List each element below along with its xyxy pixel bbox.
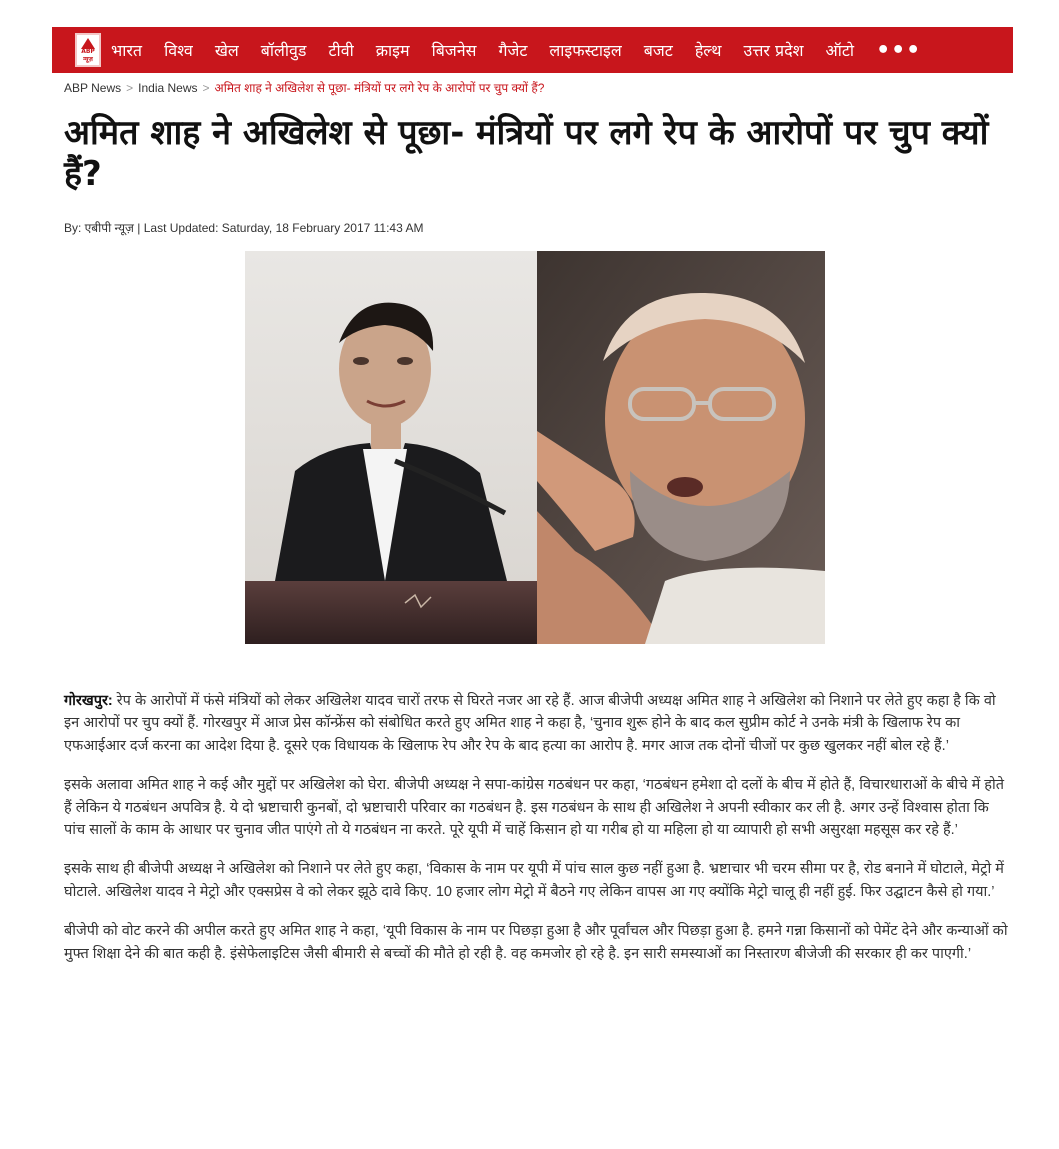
more-dots-icon[interactable]: ••• xyxy=(876,37,922,63)
article-paragraph-1 xyxy=(64,690,1009,757)
nav-item-uttar-pradesh[interactable]: उत्तर प्रदेश xyxy=(743,41,804,60)
article-paragraph-4: बीजेपी को वोट करने की अपील करते हुए अमित शाह ने कहा, ‘यूपी विकास के नाम पर पिछड़ा हुआ है और पूर्वांचल और पिछड़ा हुआ है. हमने गन्ना किसानों को पेमेंट देने और कन्याओं को मुफ्त शिक्षा देने की बात कही है. इंसेफेलाइटिस जैसी बीमारी से बच्चों की मौते हो रही है. वह कमजोर हो रहे है. इन सारी समस्याओं का निस्तारण बीजेजी की सरकार ही कर पाएगी.’ xyxy=(64,923,1008,962)
article-paragraph-2: इसके अलावा अमित शाह ने कई और मुद्दों पर अखिलेश को घेरा. बीजेपी अध्यक्ष ने सपा-कांग्रेस गठबंधन पर कहा, ‘गठबंधन हमेशा दो दलों के बीच में होते हैं, विचारधाराओं के बीचे में होते हैं लेकिन ये गठबंधन अपवित्र है. ये दो भ्रष्टाचारी कुनबों, दो भ्रष्टाचारी परिवार का गठबंधन है. इस गठबंधन के साथ ही अखिलेश ने अपनी स्वीकार कर ली है. अगर उन्हें विश्वास होता कि पांच सालों के काम के आधार पर चुनाव जीत पाएंगे तो ये गठबंधन ना करते. पूरे यूपी में चाहें किसान हो या गरीब हो या महिला हो या व्यापारी हो सभी असुरक्षा महसूस कर रहे हैं.’ xyxy=(64,777,1004,839)
nav-item-bollywood[interactable]: बॉलीवुड xyxy=(260,41,307,60)
breadcrumb-current: अमित शाह ने अखिलेश से पूछा- मंत्रियों पर लगे रेप के आरोपों पर चुप क्यों हैं? xyxy=(214,81,545,95)
article-hero-image xyxy=(245,251,825,644)
article-byline: By: एबीपी न्यूज़ | Last Updated: Saturday, 18 February 2017 11:43 AM xyxy=(64,221,424,235)
breadcrumb-separator: > xyxy=(126,81,134,95)
nav-item-bharat[interactable]: भारत xyxy=(111,41,143,60)
abp-logo-icon[interactable] xyxy=(75,33,101,67)
article-title: अमित शाह ने अखिलेश से पूछा- मंत्रियों पर लगे रेप के आरोपों पर चुप क्यों हैं? xyxy=(64,113,989,194)
nav-item-khel[interactable]: खेल xyxy=(214,41,239,60)
hero-image-illustration xyxy=(245,251,825,644)
nav-item-vishwa[interactable]: विश्व xyxy=(164,41,193,60)
top-navigation-bar xyxy=(52,27,1013,73)
paragraph-text: रेप के आरोपों में फंसे मंत्रियों को लेकर अखिलेश यादव चारों तरफ से घिरते नजर आ रहे हैं. आज बीजेपी अध्यक्ष अमित शाह ने अखिलेश को निशाने पर लेते हुए कहा है कि वो इन आरोपों पर चुप क्यों हैं. गोरखपुर में आज प्रेस कॉन्फ्रेंस को संबोधित करते हुए अमित शाह ने कहा है, ‘चुनाव शुरू होने के बाद कल सुप्रीम कोर्ट ने उनके मंत्री के खिलाफ रेप का एफआईआर दर्ज करना का आदेश दिया है. दूसरे एक विधायक के खिलाफ रेप और रेप के बाद हत्या का आरोप है. मगर आज तक दोनों चीजों पर कुछ खुलकर नहीं बोल रहे हैं.’ xyxy=(64,693,996,754)
article-location: गोरखपुर: xyxy=(64,693,113,709)
nav-item-lifestyle[interactable]: लाइफस्टाइल xyxy=(549,41,622,60)
nav-item-business[interactable]: बिजनेस xyxy=(431,41,477,60)
nav-item-auto[interactable]: ऑटो xyxy=(825,41,855,60)
breadcrumb-section-link[interactable]: India News xyxy=(138,81,198,95)
breadcrumb xyxy=(64,79,544,96)
nav-item-gadget[interactable]: गैजेट xyxy=(498,41,528,60)
nav-item-health[interactable]: हेल्थ xyxy=(694,41,722,60)
breadcrumb-separator: > xyxy=(202,81,210,95)
nav-item-budget[interactable]: बजट xyxy=(643,41,673,60)
article-body xyxy=(64,690,1009,982)
article-paragraph-3: इसके साथ ही बीजेपी अध्यक्ष ने अखिलेश को निशाने पर लेते हुए कहा, ‘विकास के नाम पर यूपी में पांच साल कुछ नहीं हुआ है. भ्रष्टाचार भी चरम सीमा पर है, रोड बनाने में घोटाले, मेट्रो में घोटाले. अखिलेश यादव ने मेट्रो और एक्सप्रेस वे को लेकर झूठे दावे किए. 10 हजार लोग मेट्रो में बैठने गए लेकिन वापस आ गए क्योंकि मेट्रो चालू ही नहीं हुई. फिर उद्घाटन कैसे हो गया.’ xyxy=(64,861,1004,900)
logo-text: ABP न्यूज़ xyxy=(81,48,95,63)
breadcrumb-home-link[interactable]: ABP News xyxy=(64,81,122,95)
nav-item-tv[interactable]: टीवी xyxy=(328,41,354,60)
nav-item-crime[interactable]: क्राइम xyxy=(375,41,410,60)
